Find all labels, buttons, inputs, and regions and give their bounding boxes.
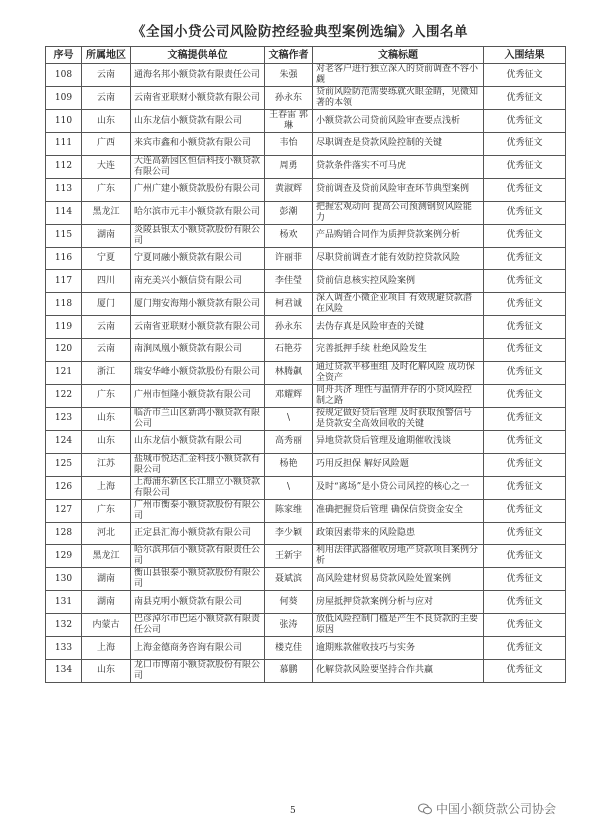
watermark-text: 中国小额贷款公司协会	[436, 802, 557, 816]
cell-author: 高秀丽	[265, 430, 313, 453]
table-row	[46, 201, 566, 224]
cell-author: 聂斌滨	[265, 568, 313, 591]
cell-title: 贷前信息核实控风险案例	[313, 270, 484, 293]
cell-author: 林腾飙	[265, 361, 313, 384]
cell-title: 贷款条件落实不可马虎	[313, 155, 484, 178]
wechat-icon	[418, 802, 432, 816]
cell-region: 湖南	[82, 591, 131, 614]
cell-title: 异地贷款贷后管理及逾期催收浅谈	[313, 430, 484, 453]
cell-result: 优秀征文	[484, 614, 566, 637]
cell-result: 优秀征文	[484, 316, 566, 339]
cell-result: 优秀征文	[484, 522, 566, 545]
cell-author: 李少颖	[265, 522, 313, 545]
cell-result: 优秀征文	[484, 384, 566, 407]
cell-result: 优秀征文	[484, 499, 566, 522]
cell-no: 119	[46, 316, 82, 339]
cell-unit: 盐城市悦达汇金科技小额贷款有限公司	[131, 453, 265, 476]
cell-unit: 哈尔滨市元丰小额贷款有限公司	[131, 201, 265, 224]
cell-title: 对老客户进行独立深入的贷前调查不容小觑	[313, 64, 484, 87]
cell-author: 慕鹏	[265, 659, 313, 682]
cell-unit: 炎陵县银太小额贷款股份有限公司	[131, 224, 265, 247]
table-row	[46, 64, 566, 87]
cell-result: 优秀征文	[484, 476, 566, 499]
cell-region: 云南	[82, 316, 131, 339]
cell-unit: 广州广建小额贷款股份有限公司	[131, 178, 265, 201]
cell-no: 114	[46, 201, 82, 224]
table-row	[46, 545, 566, 568]
cell-title: 政策因素带来的风险隐患	[313, 522, 484, 545]
cell-title: 化解贷款风险要坚持合作共赢	[313, 659, 484, 682]
cell-no: 130	[46, 568, 82, 591]
cell-region: 山东	[82, 430, 131, 453]
cell-result: 优秀征文	[484, 361, 566, 384]
cell-no: 108	[46, 64, 82, 87]
table-row	[46, 155, 566, 178]
cell-unit: 大连高新园区恒信科技小额贷款有限公司	[131, 155, 265, 178]
cell-title: 准确把握贷后管理 确保信贷资金安全	[313, 499, 484, 522]
cell-title: 完善抵押手续 杜绝风险发生	[313, 338, 484, 361]
cell-author: 张涛	[265, 614, 313, 637]
table-row	[46, 316, 566, 339]
cell-result: 优秀征文	[484, 453, 566, 476]
cell-region: 黑龙江	[82, 201, 131, 224]
cell-author: \	[265, 476, 313, 499]
cell-author: 邓耀辉	[265, 384, 313, 407]
cell-author: 许丽菲	[265, 247, 313, 270]
cell-result: 优秀征文	[484, 293, 566, 316]
cell-author: 柯君诚	[265, 293, 313, 316]
cell-no: 123	[46, 407, 82, 430]
cell-title: 放低风险控制门槛是产生不良贷款的主要原因	[313, 614, 484, 637]
cell-no: 133	[46, 637, 82, 660]
cell-title: 小额贷款公司贷前风险审查要点浅析	[313, 110, 484, 133]
table-row	[46, 338, 566, 361]
cell-author: 黄淑辉	[265, 178, 313, 201]
cell-region: 山东	[82, 659, 131, 682]
cell-no: 124	[46, 430, 82, 453]
cell-author: 杨欢	[265, 224, 313, 247]
cell-unit: 云南省亚联财小额贷款有限公司	[131, 316, 265, 339]
cell-result: 优秀征文	[484, 155, 566, 178]
header-no: 序号	[46, 47, 82, 64]
cell-result: 优秀征文	[484, 247, 566, 270]
cell-title: 把握宏观动向 提高公司预测钢贸风险能力	[313, 201, 484, 224]
table-row	[46, 293, 566, 316]
cell-region: 黑龙江	[82, 545, 131, 568]
cell-title: 房屋抵押贷款案例分析与应对	[313, 591, 484, 614]
page-number: 5	[290, 806, 296, 816]
table-row	[46, 430, 566, 453]
table-header-row	[46, 47, 566, 64]
cell-region: 湖南	[82, 224, 131, 247]
cell-result: 优秀征文	[484, 591, 566, 614]
cell-unit: 临沂市兰山区新鸿小额贷款有限公司	[131, 407, 265, 430]
cell-author: 王新宇	[265, 545, 313, 568]
table-row	[46, 407, 566, 430]
cell-unit: 山东龙信小额贷款有限公司	[131, 430, 265, 453]
cell-region: 宁夏	[82, 247, 131, 270]
cell-author: 王春雷 郭琳	[265, 110, 313, 133]
cell-region: 江苏	[82, 453, 131, 476]
cell-result: 优秀征文	[484, 64, 566, 87]
cell-author: 石艳芬	[265, 338, 313, 361]
cell-region: 上海	[82, 476, 131, 499]
cell-no: 134	[46, 659, 82, 682]
cell-region: 云南	[82, 338, 131, 361]
cell-author: 周勇	[265, 155, 313, 178]
cell-unit: 南县克明小额贷款有限公司	[131, 591, 265, 614]
cell-unit: 南充美兴小额信贷有限公司	[131, 270, 265, 293]
cell-unit: 来宾市鑫和小额贷款有限公司	[131, 133, 265, 156]
cell-title: 贷前风险防范需要练就火眼金睛，见微知著的本领	[313, 87, 484, 110]
cell-result: 优秀征文	[484, 87, 566, 110]
cell-unit: 厦门翔安海翔小额贷款有限公司	[131, 293, 265, 316]
cell-unit: 广州市恒隆小额贷款有限公司	[131, 384, 265, 407]
cell-result: 优秀征文	[484, 568, 566, 591]
cell-region: 厦门	[82, 293, 131, 316]
cell-result: 优秀征文	[484, 407, 566, 430]
page-title: 《全国小贷公司风险防控经验典型案例选编》入围名单	[132, 24, 468, 40]
cell-result: 优秀征文	[484, 110, 566, 133]
table-row	[46, 270, 566, 293]
table-row	[46, 614, 566, 637]
cell-unit: 南涧凤凰小额贷款有限公司	[131, 338, 265, 361]
cell-author: 孙永东	[265, 316, 313, 339]
cell-region: 山东	[82, 110, 131, 133]
table-row	[46, 659, 566, 682]
cell-author: 李佳瑩	[265, 270, 313, 293]
cell-result: 优秀征文	[484, 430, 566, 453]
cell-no: 110	[46, 110, 82, 133]
table-row	[46, 178, 566, 201]
header-region: 所属地区	[82, 47, 131, 64]
cell-author: 彭潮	[265, 201, 313, 224]
cell-unit: 巴彦淖尔市巴运小额贷款有限责任公司	[131, 614, 265, 637]
table-row	[46, 568, 566, 591]
cell-title: 按规定做好贷后管理 及时获取预警信号是贷款安全高效回收的关键	[313, 407, 484, 430]
cell-region: 上海	[82, 637, 131, 660]
cell-author: 朱强	[265, 64, 313, 87]
cell-no: 117	[46, 270, 82, 293]
cell-unit: 衡山县银泰小额贷款股份有限公司	[131, 568, 265, 591]
cell-no: 132	[46, 614, 82, 637]
cell-unit: 正定县汇海小额贷款有限公司	[131, 522, 265, 545]
cell-title: 高风险建材贸易贷款风险处置案例	[313, 568, 484, 591]
cell-title: 产品购销合同作为质押贷款案例分析	[313, 224, 484, 247]
cell-result: 优秀征文	[484, 270, 566, 293]
cell-title: 贷前调查及贷前风险审查环节典型案例	[313, 178, 484, 201]
cell-no: 109	[46, 87, 82, 110]
cell-unit: 通海名邦小额贷款有限责任公司	[131, 64, 265, 87]
cell-unit: 云南省亚联财小额贷款有限公司	[131, 87, 265, 110]
table-row	[46, 522, 566, 545]
cell-title: 尽职调查是贷款风险控制的关键	[313, 133, 484, 156]
cell-result: 优秀征文	[484, 338, 566, 361]
cell-title: 深入调查小微企业项目 有效规避贷款潜在风险	[313, 293, 484, 316]
cell-no: 120	[46, 338, 82, 361]
cell-no: 115	[46, 224, 82, 247]
cell-no: 125	[46, 453, 82, 476]
cell-region: 浙江	[82, 361, 131, 384]
table-row	[46, 224, 566, 247]
cell-title: 利用法律武器催收房地产贷款项目案例分析	[313, 545, 484, 568]
table-row	[46, 637, 566, 660]
table-row	[46, 87, 566, 110]
cell-result: 优秀征文	[484, 133, 566, 156]
cell-no: 127	[46, 499, 82, 522]
cell-unit: 哈尔滨邦信小额贷款有限责任公司	[131, 545, 265, 568]
cell-no: 122	[46, 384, 82, 407]
cell-no: 111	[46, 133, 82, 156]
cell-region: 广东	[82, 178, 131, 201]
cell-title: 及时“离场”是小贷公司风控的核心之一	[313, 476, 484, 499]
cell-result: 优秀征文	[484, 637, 566, 660]
cell-author: \	[265, 407, 313, 430]
cell-title: 逾期账款催收技巧与实务	[313, 637, 484, 660]
cell-author: 何葵	[265, 591, 313, 614]
cell-author: 陈家维	[265, 499, 313, 522]
cell-region: 内蒙古	[82, 614, 131, 637]
table-row	[46, 110, 566, 133]
cell-result: 优秀征文	[484, 224, 566, 247]
cell-no: 126	[46, 476, 82, 499]
cell-unit: 广州市衡泰小额贷款股份有限公司	[131, 499, 265, 522]
cell-no: 131	[46, 591, 82, 614]
cell-no: 129	[46, 545, 82, 568]
cell-author: 楼克佳	[265, 637, 313, 660]
cell-title: 去伪存真是风险审查的关键	[313, 316, 484, 339]
cell-title: 尽职贷前调查才能有效防控贷款风险	[313, 247, 484, 270]
table-row	[46, 591, 566, 614]
cell-no: 121	[46, 361, 82, 384]
cell-author: 韦怡	[265, 133, 313, 156]
cell-region: 四川	[82, 270, 131, 293]
cell-region: 云南	[82, 87, 131, 110]
cell-title: 巧用反担保 解好风险题	[313, 453, 484, 476]
cell-region: 湖南	[82, 568, 131, 591]
header-title: 文稿标题	[313, 47, 484, 64]
header-author: 文稿作者	[265, 47, 313, 64]
cell-unit: 瑞安华峰小额贷款股份有限公司	[131, 361, 265, 384]
watermark	[418, 800, 556, 817]
cell-unit: 山东龙信小额贷款有限公司	[131, 110, 265, 133]
header-unit: 文稿提供单位	[131, 47, 265, 64]
table-row	[46, 384, 566, 407]
cell-result: 优秀征文	[484, 545, 566, 568]
cell-author: 孙永东	[265, 87, 313, 110]
table-row	[46, 453, 566, 476]
table-row	[46, 361, 566, 384]
table-row	[46, 476, 566, 499]
header-result: 入围结果	[484, 47, 566, 64]
cell-region: 山东	[82, 407, 131, 430]
cell-no: 128	[46, 522, 82, 545]
cell-unit: 上海浦东新区长江鼎立小额贷款有限公司	[131, 476, 265, 499]
table-row	[46, 499, 566, 522]
cell-region: 广东	[82, 499, 131, 522]
table-row	[46, 247, 566, 270]
cell-result: 优秀征文	[484, 178, 566, 201]
cell-title: 通过贷款平移重组 及时化解风险 成功保全资产	[313, 361, 484, 384]
cell-region: 云南	[82, 64, 131, 87]
cell-region: 大连	[82, 155, 131, 178]
cell-region: 河北	[82, 522, 131, 545]
cell-region: 广西	[82, 133, 131, 156]
cell-no: 116	[46, 247, 82, 270]
cell-unit: 宁夏同融小额贷款有限公司	[131, 247, 265, 270]
cell-result: 优秀征文	[484, 659, 566, 682]
cell-result: 优秀征文	[484, 201, 566, 224]
cell-region: 广东	[82, 384, 131, 407]
shortlist-table	[45, 46, 566, 683]
cell-author: 杨艳	[265, 453, 313, 476]
cell-no: 112	[46, 155, 82, 178]
cell-unit: 上海金德商务咨询有限公司	[131, 637, 265, 660]
table-row	[46, 133, 566, 156]
cell-no: 118	[46, 293, 82, 316]
cell-title: 同舟共济 理性与温情并存的小贷风险控制之路	[313, 384, 484, 407]
cell-unit: 龙口市博南小额贷款股份有限公司	[131, 659, 265, 682]
cell-no: 113	[46, 178, 82, 201]
